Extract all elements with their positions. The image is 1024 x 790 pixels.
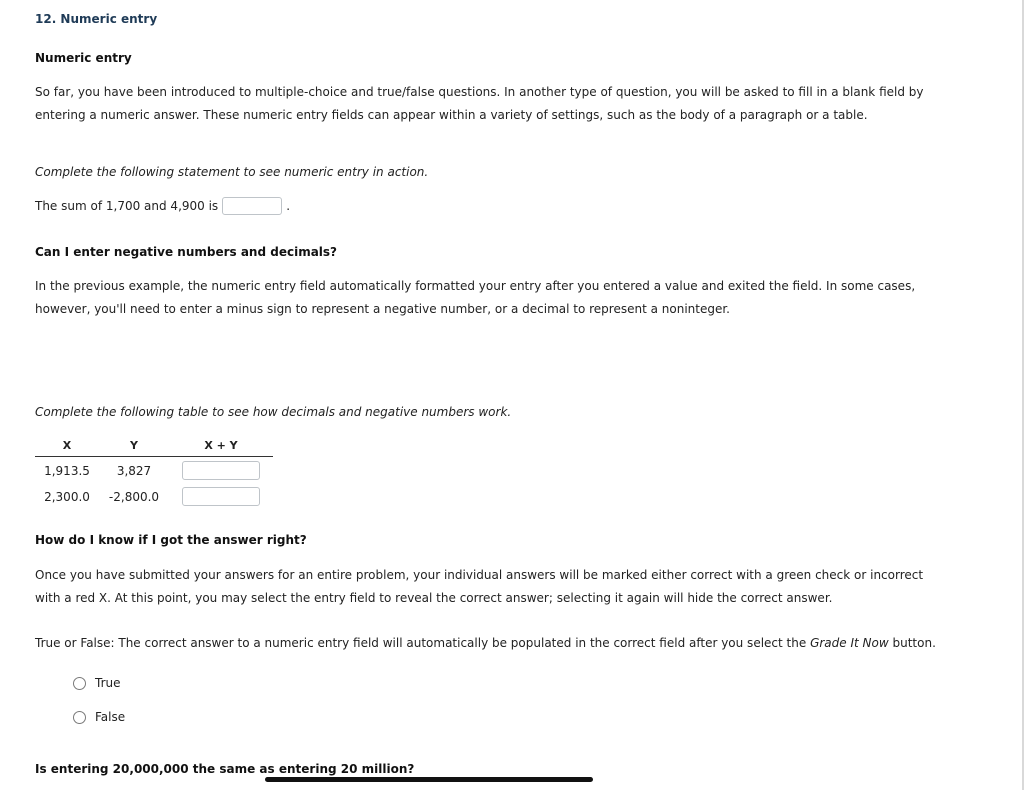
table-cell-x: 2,300.0 (44, 489, 90, 504)
true-false-question (35, 636, 936, 650)
intro-paragraph (35, 81, 924, 127)
table-cell-sum (169, 483, 273, 509)
section-heading-negative-decimals: Can I enter negative numbers and decimals? (35, 245, 338, 259)
table-row (35, 483, 273, 509)
table-header-row (35, 437, 273, 457)
table-cell-y: -2,800.0 (108, 489, 160, 504)
sum-statement-suffix: . (286, 199, 291, 213)
section-heading-numeric-entry: Numeric entry (35, 51, 132, 65)
section-heading-answer-right: How do I know if I got the answer right? (35, 533, 307, 547)
question-text: True or False: The correct answer to a numeric entry field will automatically be populated in the correct field after you select the (35, 636, 807, 650)
sum-statement-prefix: The sum of 1,700 and 4,900 is (35, 199, 219, 213)
table-cell-x: 1,913.5 (44, 463, 90, 478)
table-row (35, 457, 273, 484)
table-cell-y: 3,827 (116, 463, 152, 478)
answer-right-paragraph-line: Once you have submitted your answers for an entire problem, your individual answers will be marked either correct with a green check or incorrect (35, 568, 924, 582)
column-header-x: X (35, 437, 99, 457)
sum-table (35, 437, 273, 509)
column-header-y: Y (99, 437, 169, 457)
negative-decimals-paragraph-line: however, you'll need to enter a minus sign to represent a negative number, or a decimal to represent a noninteger. (35, 302, 730, 316)
sum-answer-input[interactable] (222, 197, 282, 215)
sum-statement (35, 197, 290, 215)
horizontal-scrollbar-thumb[interactable] (265, 777, 593, 782)
sum-table-wrapper (35, 437, 273, 509)
table-cell-sum (169, 457, 273, 484)
question-suffix: button. (892, 636, 936, 650)
negative-decimals-paragraph-line: In the previous example, the numeric entry field automatically formatted your entry after you entered a value and exited the field. In some cases, (35, 279, 916, 293)
radio-button-true[interactable] (73, 677, 86, 690)
radio-button-false[interactable] (73, 711, 86, 724)
negative-decimals-paragraph (35, 275, 915, 321)
radio-option-true[interactable] (73, 676, 121, 690)
radio-label-false: False (95, 710, 126, 724)
sum-cell-input[interactable] (182, 461, 260, 480)
table-instruction: Complete the following table to see how decimals and negative numbers work. (35, 405, 512, 419)
intro-paragraph-line: So far, you have been introduced to multiple-choice and true/false questions. In another type of question, you will be asked to fill in a blank field by (35, 85, 924, 99)
answer-right-paragraph (35, 564, 924, 610)
statement-instruction: Complete the following statement to see numeric entry in action. (35, 165, 429, 179)
section-heading-twenty-million: Is entering 20,000,000 the same as entering 20 million? (35, 762, 415, 776)
radio-label-true: True (95, 676, 121, 690)
problem-title: 12. Numeric entry (35, 12, 158, 26)
answer-right-paragraph-line: with a red X. At this point, you may select the entry field to reveal the correct answer; selecting it again will hide the correct answer. (35, 591, 833, 605)
question-emphasis: Grade It Now (810, 636, 889, 650)
intro-paragraph-line: entering a numeric answer. These numeric entry fields can appear within a variety of settings, such as the body of a paragraph or a table. (35, 108, 868, 122)
column-header-x-plus-y: X + Y (169, 437, 273, 457)
sum-cell-input[interactable] (182, 487, 260, 506)
radio-option-false[interactable] (73, 710, 125, 724)
